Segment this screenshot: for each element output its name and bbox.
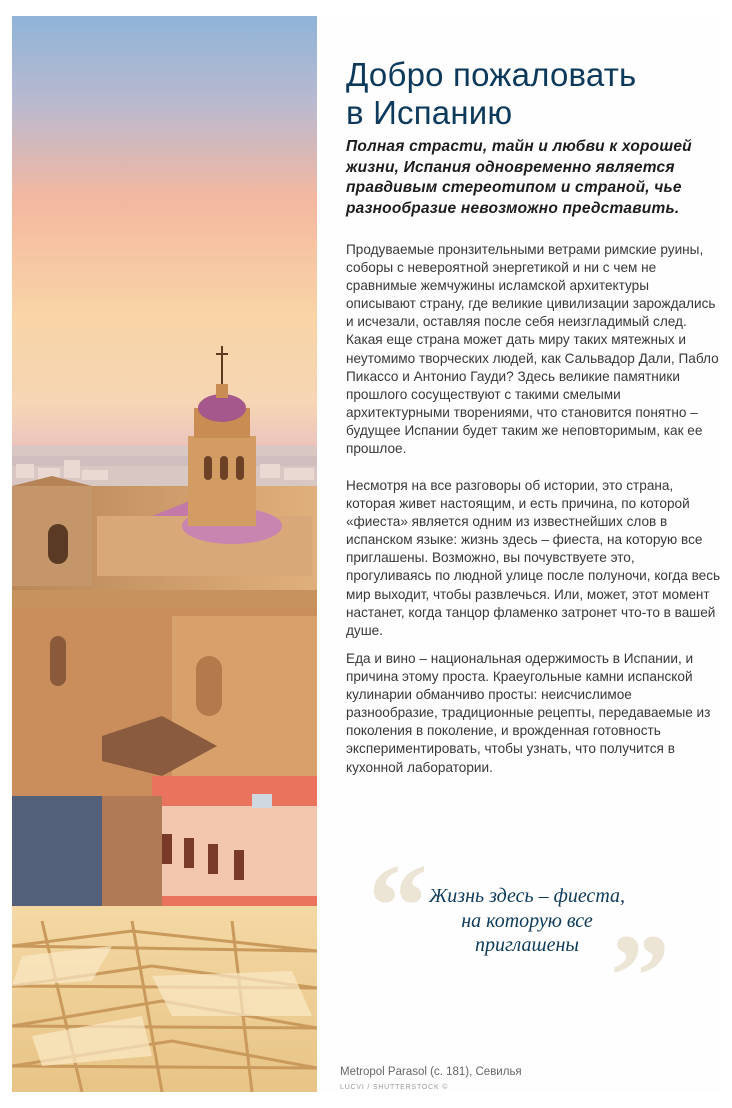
pull-quote — [407, 884, 647, 958]
body-paragraph-2: Несмотря на все разговоры об истории, это страна, которая живет настоящим, и есть причина, по которой «фиеста» является одним из известнейших слов в испанском языке: жизнь здесь – фиеста, на которую все приглашены. Возможно, вы почувствуете это, прогуливаясь по людной улице после полуночи, когда весь мир выходит, чтобы развлечься. Или, может, этот момент настанет, когда танцор фламенко затронет что-то в вашей душе. — [346, 478, 721, 638]
body-paragraph-3: Еда и вино – национальная одержимость в Испании, и причина этому проста. Краеугольные камни испанской кулинарии обманчиво просты: неисчислимое разнообразие, традиционные рецепты, передаваемые из поколения в поколение, и врожденная готовность экспериментировать, чтобы узнать, что получится в кухонной лаборатории. — [346, 651, 711, 775]
close-quote-mark-icon: ” — [610, 909, 670, 1042]
title-line-1: Добро пожаловать — [346, 56, 637, 93]
pull-quote-line-3: приглашены — [475, 934, 579, 956]
seville-photo — [12, 16, 317, 1092]
pull-quote-line-1: Жизнь здесь – фиеста, — [428, 885, 625, 907]
body-paragraph-1: Продуваемые пронзительными ветрами римские руины, соборы с невероятной энергетикой и ни с чем не сравнимые жемчужины исламской архитектуры описывают страну, где великие цивилизации зарождались и исчезали, оставляя после себя неизгладимый след. Какая еще страна может дать миру таких мятежных и неутомимо творческих людей, как Сальвадор Дали, Пабло Пикассо и Антонио Гауди? Здесь великие памятники прошлого сосуществуют с такими смелыми архитектурными творениями, что становится понятно – будущее Испании будет таким же неповторимым, как ее прошлое. — [346, 242, 719, 457]
photo-credit: LUCVI / SHUTTERSTOCK © — [340, 1084, 449, 1091]
pull-quote-line-2: на которую все — [461, 909, 593, 932]
photo-caption: Metropol Parasol (с. 181), Севилья — [340, 1066, 522, 1078]
title-line-2: в Испанию — [346, 94, 513, 131]
lead-paragraph: Полная страсти, тайн и любви к хорошей жизни, Испания одновременно является правдивым стереотипом и страной, чье разнообразие невозможно представить. — [346, 138, 692, 217]
page — [12, 16, 720, 1092]
page-title — [346, 56, 726, 132]
open-quote-mark-icon: “ — [368, 839, 428, 972]
